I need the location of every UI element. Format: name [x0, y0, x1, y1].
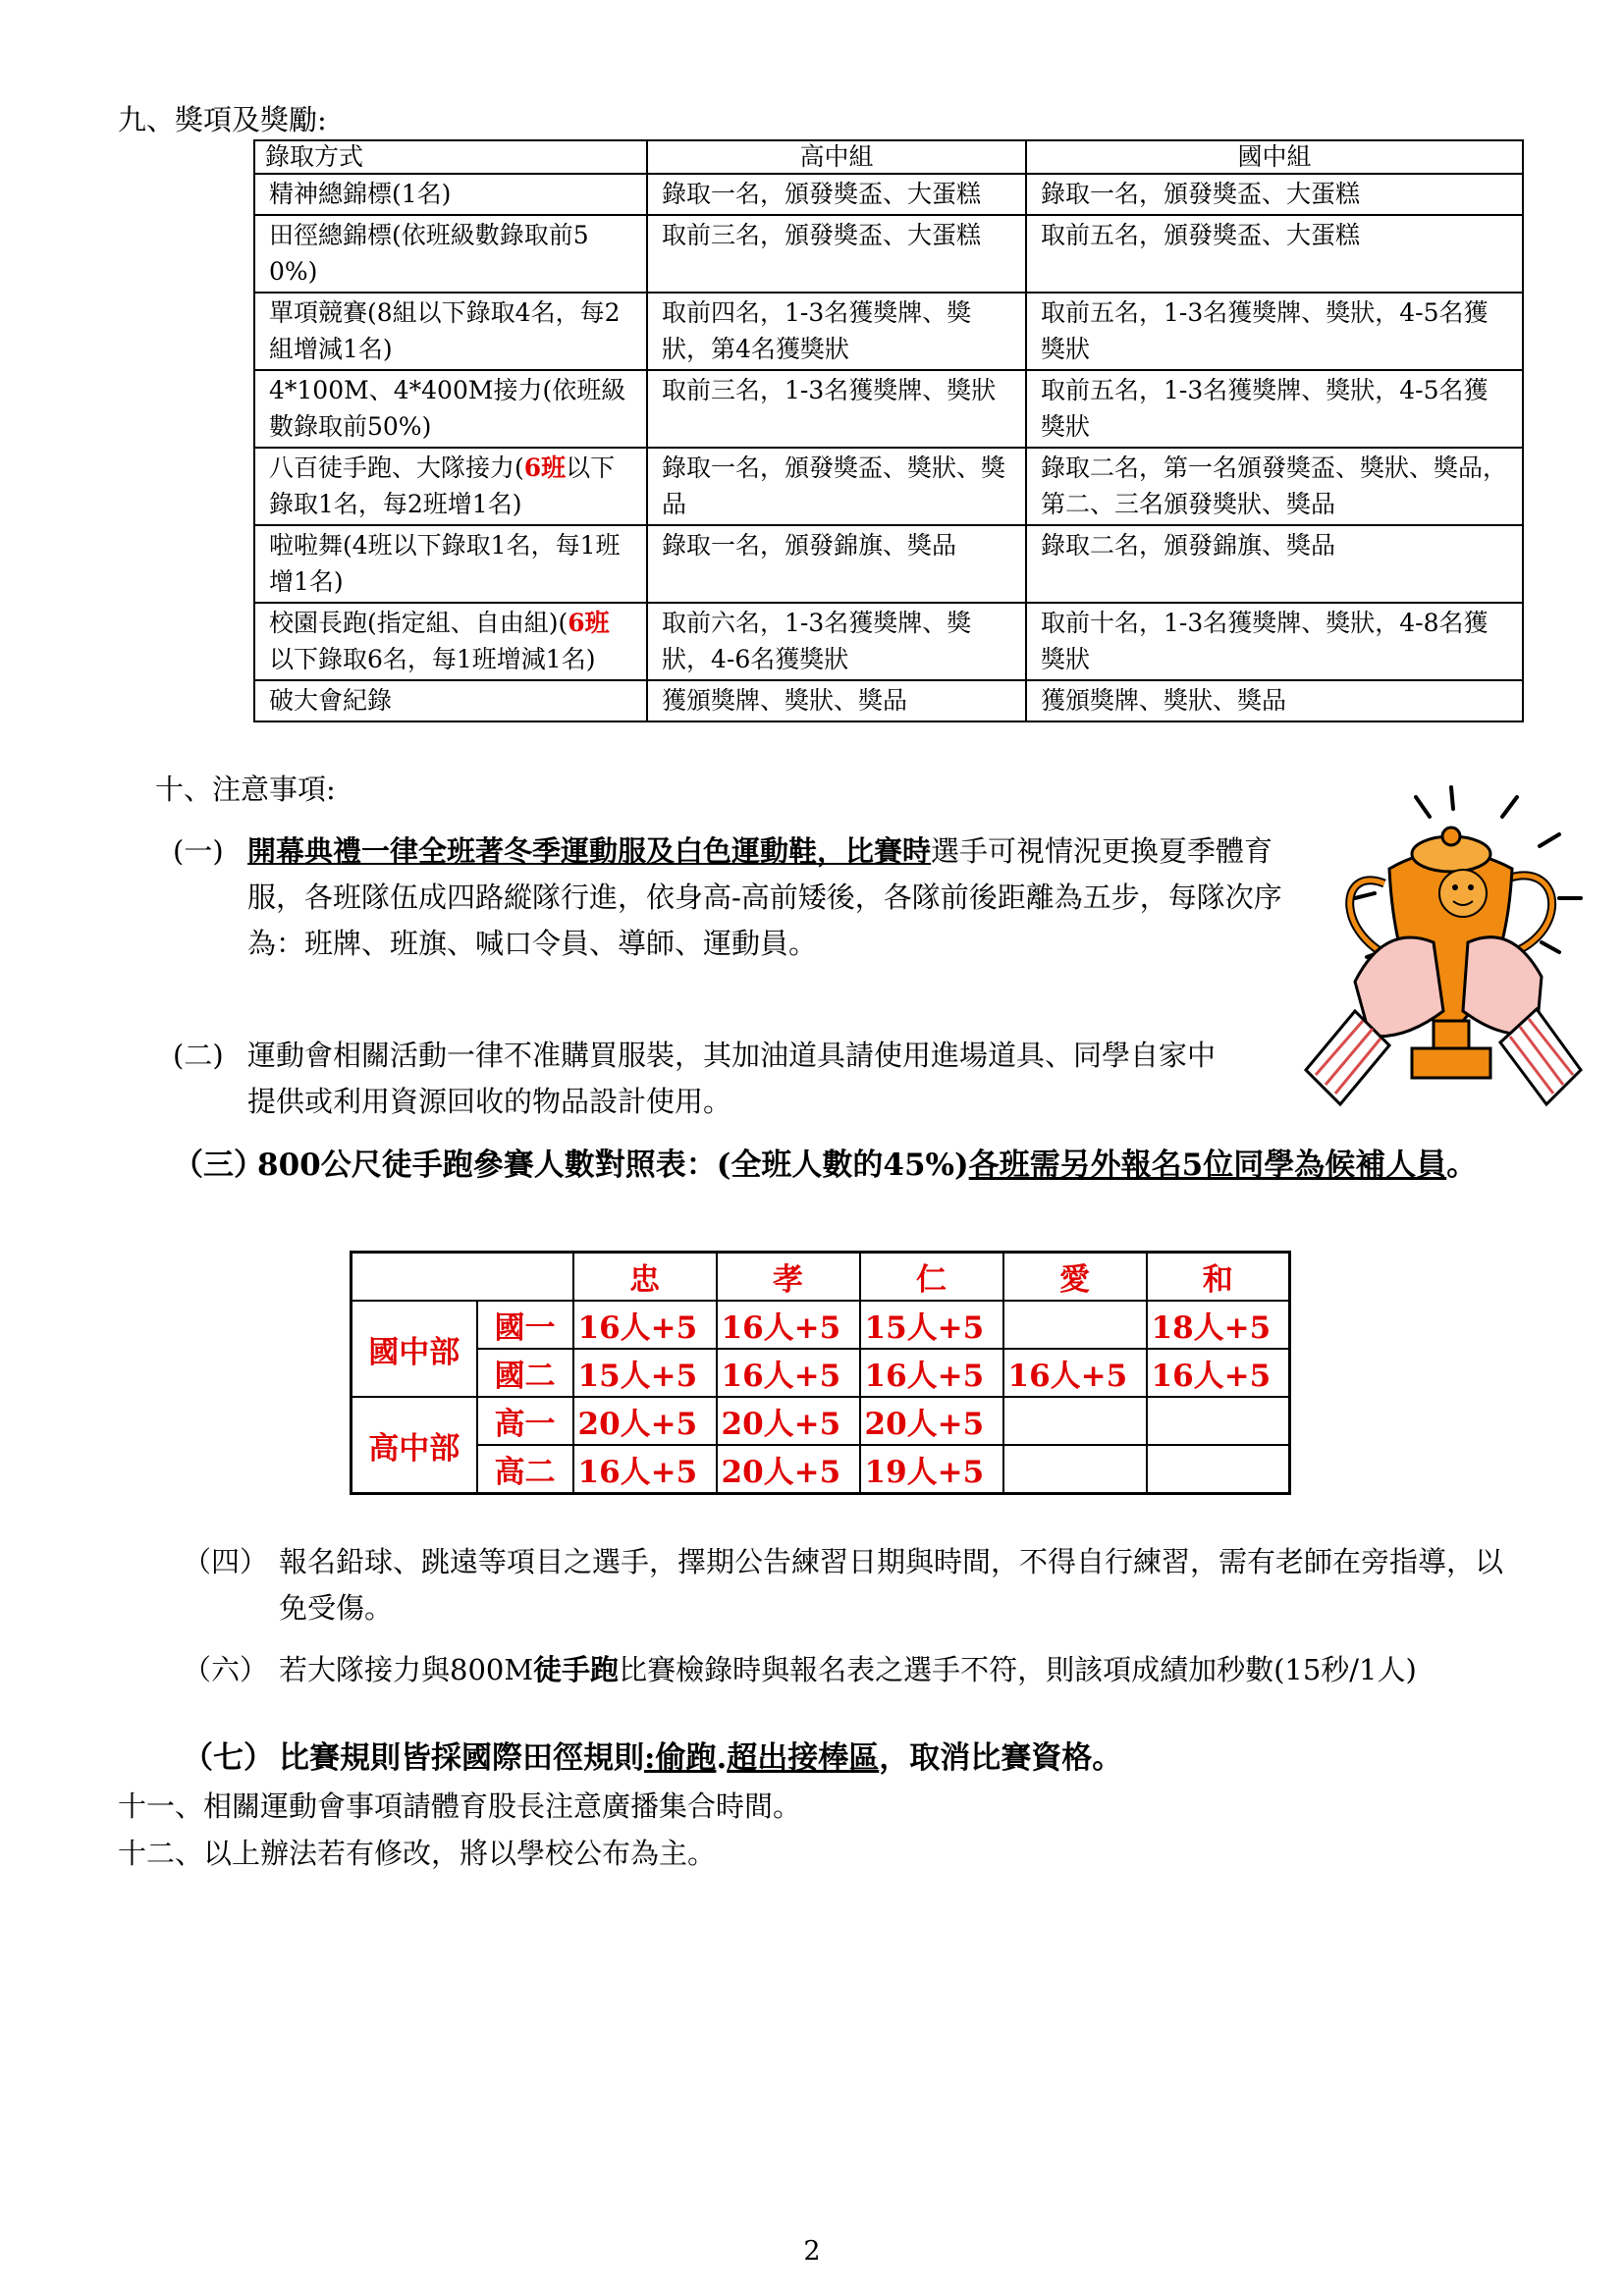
note-text: 若大隊接力與800M [279, 1653, 534, 1686]
award-junior: 取前五名，頒發獎盃、大蛋糕 [1026, 215, 1523, 293]
note-body [173, 1143, 1508, 1189]
note-label: (二) [173, 1039, 224, 1072]
p800-col-header: 和 [1147, 1253, 1290, 1302]
awards-row [254, 603, 1523, 680]
award-method-text: 以下錄取1名，每2班增1名) [269, 454, 616, 518]
note-3 [173, 1143, 1508, 1189]
p800-group: 高中部 [352, 1397, 477, 1494]
award-junior: 取前十名，1-3名獲獎牌、獎狀，4-8名獲獎狀 [1026, 603, 1523, 680]
award-method [254, 448, 647, 525]
award-junior: 錄取一名，頒發獎盃、大蛋糕 [1026, 174, 1523, 215]
p800-row [352, 1397, 1290, 1445]
award-method: 4*100M、4*400M接力(依班級數錄取前50%) [254, 370, 647, 448]
award-method: 精神總錦標(1名) [254, 174, 647, 215]
note-2 [173, 1033, 1233, 1125]
p800-cell: 18人+5 [1147, 1301, 1290, 1349]
p800-cell: 15人+5 [860, 1301, 1003, 1349]
p800-cell: 20人+5 [573, 1397, 717, 1445]
note-body [173, 828, 1292, 967]
award-high: 獲頒獎牌、獎狀、獎品 [647, 680, 1026, 721]
p800-cell: 20人+5 [860, 1397, 1003, 1445]
note-text: 選手可視情況更換夏季體育服，各班隊伍成四路縱隊行進，依身高-高前矮後，各隊前後距離為五步，每隊次序為：班牌、班旗、喊口令員、導師、運動員。 [247, 834, 1282, 960]
participants-800m-table [350, 1251, 1291, 1495]
note-body [183, 1647, 1538, 1693]
note-emphasis: 超出接棒區 [727, 1740, 880, 1776]
note-emphasis: 開幕典禮一律全班著冬季運動服及白色運動鞋，比賽時 [247, 834, 932, 868]
award-junior: 取前五名，1-3名獲獎牌、獎狀，4-5名獲獎狀 [1026, 370, 1523, 448]
note-label: (一) [173, 834, 224, 868]
header-junior: 國中組 [1026, 140, 1523, 174]
p800-grade: 高二 [477, 1445, 573, 1494]
p800-cell: 15人+5 [573, 1349, 717, 1397]
awards-row [254, 370, 1523, 448]
section-10-title: 十、注意事項: [155, 773, 336, 806]
awards-table [253, 139, 1524, 722]
note-text: . [716, 1740, 728, 1776]
p800-col-header: 忠 [573, 1253, 717, 1302]
p800-cell [1003, 1301, 1147, 1349]
award-junior: 獲頒獎牌、獎狀、獎品 [1026, 680, 1523, 721]
note-emphasis: 徒手跑 [533, 1653, 620, 1686]
note-emphasis: :偷跑 [644, 1740, 717, 1776]
award-junior: 取前五名，1-3名獲獎牌、獎狀，4-5名獲獎狀 [1026, 293, 1523, 370]
p800-row [352, 1301, 1290, 1349]
p800-cell: 16人+5 [1003, 1349, 1147, 1397]
note-body: 運動會相關活動一律不准購買服裝，其加油道具請使用進場道具、同學自家中提供或利用資源回收的物品設計使用。 [247, 1039, 1217, 1118]
award-method: 單項競賽(8組以下錄取4名，每2組增減1名) [254, 293, 647, 370]
awards-row [254, 680, 1523, 721]
p800-cell [1003, 1397, 1147, 1445]
award-junior: 錄取二名，頒發錦旗、獎品 [1026, 525, 1523, 603]
p800-col-header: 孝 [717, 1253, 860, 1302]
p800-group: 國中部 [352, 1301, 477, 1397]
p800-cell: 16人+5 [717, 1301, 860, 1349]
award-method-highlight: 6班 [523, 454, 567, 482]
note-body: 報名鉛球、跳遠等項目之選手，擇期公告練習日期與時間，不得自行練習，需有老師在旁指導，以免受傷。 [279, 1545, 1504, 1625]
award-method: 破大會紀錄 [254, 680, 647, 721]
note-emphasis: 各班需另外報名5位同學為候補人員 [968, 1148, 1447, 1183]
p800-col-header: 仁 [860, 1253, 1003, 1302]
note-text: 比賽規則皆採國際田徑規則 [279, 1740, 644, 1776]
section-11: 十一、相關運動會事項請體育股長注意廣播集合時間。 [118, 1789, 802, 1823]
award-method: 啦啦舞(4班以下錄取1名，每1班增1名) [254, 525, 647, 603]
award-high: 錄取一名，頒發獎盃、獎狀、獎品 [647, 448, 1026, 525]
note-text: 800公尺徒手跑參賽人數對照表：(全班人數的45%) [257, 1148, 969, 1183]
header-high: 高中組 [647, 140, 1026, 174]
note-label: （七） [183, 1740, 274, 1776]
p800-grade: 國二 [477, 1349, 573, 1397]
p800-cell [1003, 1445, 1147, 1494]
section-9-title: 九、獎項及獎勵: [118, 103, 327, 136]
note-4 [183, 1539, 1518, 1631]
note-6 [183, 1647, 1538, 1693]
p800-cell: 20人+5 [717, 1397, 860, 1445]
note-body [183, 1735, 1557, 1782]
award-method-text: 八百徒手跑、大隊接力( [269, 454, 524, 482]
note-text: ，取消比賽資格。 [879, 1740, 1123, 1776]
awards-row [254, 448, 1523, 525]
p800-cell: 20人+5 [717, 1445, 860, 1494]
awards-row [254, 215, 1523, 293]
p800-cell [1147, 1445, 1290, 1494]
note-label: （四） [183, 1545, 269, 1578]
header-method: 錄取方式 [254, 140, 647, 174]
award-high: 取前三名，1-3名獲獎牌、獎狀 [647, 370, 1026, 448]
note-text: 。 [1446, 1148, 1478, 1183]
p800-cell: 16人+5 [860, 1349, 1003, 1397]
award-high: 取前三名，頒發獎盃、大蛋糕 [647, 215, 1026, 293]
award-junior: 錄取二名，第一名頒發獎盃、獎狀、獎品，第二、三名頒發獎狀、獎品 [1026, 448, 1523, 525]
note-7 [183, 1735, 1557, 1782]
note-label: （三） [173, 1148, 264, 1183]
p800-cell [1147, 1397, 1290, 1445]
p800-cell: 16人+5 [573, 1301, 717, 1349]
note-label: （六） [183, 1653, 269, 1686]
note-text: 比賽檢錄時與報名表之選手不符，則該項成績加秒數(15秒/1人) [619, 1653, 1417, 1686]
award-method-text: 以下錄取6名，每1班增減1名) [269, 645, 596, 673]
p800-cell: 16人+5 [1147, 1349, 1290, 1397]
award-high: 取前四名，1-3名獲獎牌、獎狀，第4名獲獎狀 [647, 293, 1026, 370]
p800-row [352, 1445, 1290, 1494]
award-high: 錄取一名，頒發錦旗、獎品 [647, 525, 1026, 603]
note-1 [173, 828, 1292, 967]
p800-grade: 高一 [477, 1397, 573, 1445]
p800-cell: 16人+5 [717, 1349, 860, 1397]
award-method-highlight: 6班 [568, 609, 610, 637]
section-12: 十二、以上辦法若有修改，將以學校公布為主。 [118, 1837, 717, 1870]
trophy-icon [1296, 775, 1591, 1129]
p800-grade: 國一 [477, 1301, 573, 1349]
p800-row [352, 1349, 1290, 1397]
awards-row [254, 525, 1523, 603]
awards-row [254, 174, 1523, 215]
p800-cell: 19人+5 [860, 1445, 1003, 1494]
awards-header-row [254, 140, 1523, 174]
p800-corner [352, 1253, 573, 1302]
award-method [254, 603, 647, 680]
award-method: 田徑總錦標(依班級數錄取前50%) [254, 215, 647, 293]
award-method-text: 校園長跑(指定組、自由組)( [269, 609, 568, 637]
p800-header-row [352, 1253, 1290, 1302]
award-high: 取前六名，1-3名獲獎牌、獎狀，4-6名獲獎狀 [647, 603, 1026, 680]
p800-cell: 16人+5 [573, 1445, 717, 1494]
awards-row [254, 293, 1523, 370]
award-high: 錄取一名，頒發獎盃、大蛋糕 [647, 174, 1026, 215]
page-number: 2 [803, 2236, 821, 2267]
p800-col-header: 愛 [1003, 1253, 1147, 1302]
